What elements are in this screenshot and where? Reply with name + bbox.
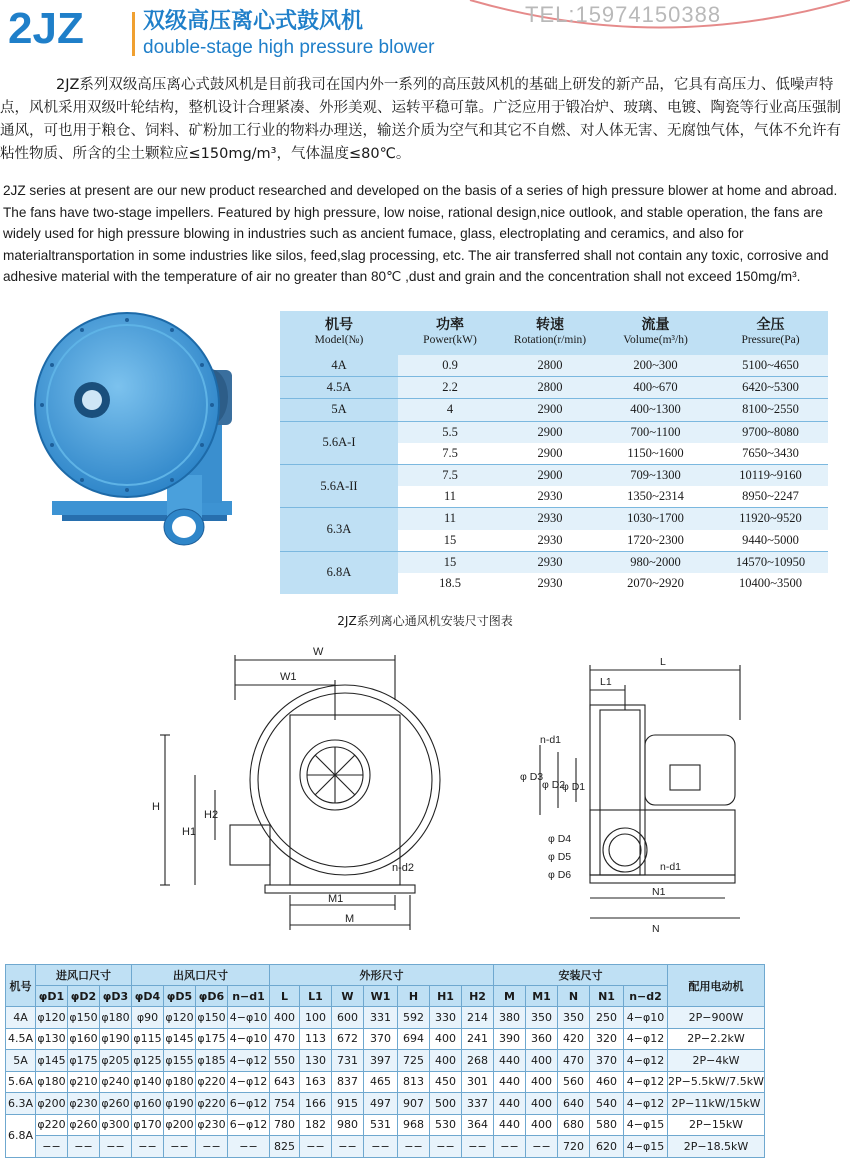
- dim-model-cell: 6.3A: [6, 1093, 36, 1115]
- dim-value-cell: 500: [430, 1093, 462, 1115]
- rotation-cell: 2800: [502, 377, 598, 399]
- dim-value-cell: 440: [494, 1093, 526, 1115]
- dim-value-cell: 113: [300, 1028, 332, 1050]
- volume-cell: 400~670: [598, 377, 713, 399]
- dim-value-cell: 241: [462, 1028, 494, 1050]
- dim-subheader: φD2: [68, 986, 100, 1007]
- power-cell: 7.5: [442, 445, 458, 460]
- blower-product-image: [32, 305, 272, 550]
- dim-value-cell: 672: [332, 1028, 364, 1050]
- dim-value-cell: 350: [526, 1007, 558, 1029]
- dim-value-cell: 531: [364, 1114, 398, 1136]
- header-model: 机号 Model(№): [280, 311, 398, 355]
- dim-value-cell: −−: [398, 1136, 430, 1158]
- dim-value-cell: 907: [398, 1093, 430, 1115]
- dim-value-cell: φ170: [132, 1114, 164, 1136]
- dim-row: [6, 1050, 765, 1072]
- dim-value-cell: φ140: [132, 1071, 164, 1093]
- dim-value-cell: 4−φ12: [624, 1050, 668, 1072]
- volume-cell: 400~1300: [598, 399, 713, 421]
- dim-value-cell: 440: [494, 1071, 526, 1093]
- dim-label-m: M: [345, 913, 355, 925]
- power-cell: 18.5: [439, 575, 461, 590]
- dim-motor-cell: 2P−900W: [668, 1007, 765, 1029]
- dim-label-n: N: [652, 923, 660, 935]
- dim-subheader: W1: [364, 986, 398, 1007]
- pressure-cell: 5100~4650: [713, 355, 828, 377]
- dim-value-cell: −−: [364, 1136, 398, 1158]
- dim-value-cell: φ300: [100, 1114, 132, 1136]
- dim-value-cell: 725: [398, 1050, 430, 1072]
- dim-value-cell: 350: [558, 1007, 590, 1029]
- header-pressure: 全压 Pressure(Pa): [713, 311, 828, 355]
- pressure-cell: 11920~9520: [713, 508, 828, 530]
- dim-value-cell: φ160: [132, 1093, 164, 1115]
- dim-value-cell: 440: [494, 1050, 526, 1072]
- dim-value-cell: 4−φ15: [624, 1136, 668, 1158]
- dim-row: [6, 1114, 765, 1136]
- dim-value-cell: φ175: [68, 1050, 100, 1072]
- dim-value-cell: 331: [364, 1007, 398, 1029]
- pressure-cell: 10119~9160: [713, 464, 828, 486]
- power-cell: 11: [443, 489, 457, 504]
- dim-value-cell: 268: [462, 1050, 494, 1072]
- dim-value-cell: 4−φ15: [624, 1114, 668, 1136]
- dim-value-cell: −−: [300, 1136, 332, 1158]
- dim-value-cell: 400: [526, 1114, 558, 1136]
- dim-value-cell: φ150: [68, 1007, 100, 1029]
- pressure-cell: 7650~3430: [742, 445, 799, 460]
- dim-value-cell: 4−φ10: [228, 1007, 270, 1029]
- dim-subheader: N: [558, 986, 590, 1007]
- dim-value-cell: 4−φ12: [228, 1071, 270, 1093]
- dim-value-cell: 400: [526, 1071, 558, 1093]
- model-cell: 5A: [280, 399, 398, 421]
- dim-value-cell: −−: [526, 1136, 558, 1158]
- dim-subheader: φD1: [36, 986, 68, 1007]
- dim-label-d4: φ D4: [548, 833, 572, 845]
- dim-value-cell: 731: [332, 1050, 364, 1072]
- dim-value-cell: 163: [300, 1071, 332, 1093]
- dim-value-cell: −−: [430, 1136, 462, 1158]
- dim-motor-cell: 2P−15kW: [668, 1114, 765, 1136]
- dim-header-install: 安装尺寸: [494, 965, 668, 986]
- dim-subheader: φD4: [132, 986, 164, 1007]
- rotation-cell: 2900: [537, 445, 563, 460]
- dim-value-cell: φ160: [68, 1028, 100, 1050]
- dim-subheader: H2: [462, 986, 494, 1007]
- dim-value-cell: 301: [462, 1071, 494, 1093]
- dim-value-cell: −−: [164, 1136, 196, 1158]
- dim-subheader: M1: [526, 986, 558, 1007]
- model-code: 2JZ: [8, 4, 84, 53]
- dim-value-cell: 214: [462, 1007, 494, 1029]
- dim-value-cell: 4−φ10: [624, 1007, 668, 1029]
- dim-value-cell: 397: [364, 1050, 398, 1072]
- performance-table-header: [280, 311, 828, 355]
- dim-value-cell: 360: [526, 1028, 558, 1050]
- dim-value-cell: φ155: [164, 1050, 196, 1072]
- performance-row: [280, 508, 828, 530]
- pressure-cell: 8100~2550: [713, 399, 828, 421]
- volume-cell: 1030~1700: [598, 508, 713, 530]
- dim-value-cell: 390: [494, 1028, 526, 1050]
- dim-value-cell: φ90: [132, 1007, 164, 1029]
- dim-label-w: W: [313, 646, 324, 658]
- dim-value-cell: −−: [68, 1136, 100, 1158]
- dim-header-outlet: 出风口尺寸: [132, 965, 270, 986]
- dim-label-w1: W1: [280, 671, 297, 683]
- model-cell: 6.3A: [280, 508, 398, 551]
- dim-value-cell: 4−φ12: [624, 1071, 668, 1093]
- dim-motor-cell: 2P−18.5kW: [668, 1136, 765, 1158]
- dim-value-cell: φ200: [164, 1114, 196, 1136]
- dim-value-cell: 100: [300, 1007, 332, 1029]
- dim-value-cell: 6−φ12: [228, 1114, 270, 1136]
- dim-row: [6, 1007, 765, 1029]
- dim-value-cell: 460: [590, 1071, 624, 1093]
- dim-value-cell: 320: [590, 1028, 624, 1050]
- dim-value-cell: φ180: [36, 1071, 68, 1093]
- dim-value-cell: 400: [526, 1093, 558, 1115]
- pressure-cell: 8950~2247: [742, 489, 799, 504]
- dim-value-cell: 813: [398, 1071, 430, 1093]
- dim-value-cell: φ220: [36, 1114, 68, 1136]
- power-cell: 15: [443, 532, 457, 547]
- dim-value-cell: 968: [398, 1114, 430, 1136]
- dim-label-l: L: [660, 656, 666, 668]
- dim-motor-cell: 2P−5.5kW/7.5kW: [668, 1071, 765, 1093]
- dim-value-cell: 694: [398, 1028, 430, 1050]
- dim-value-cell: −−: [462, 1136, 494, 1158]
- performance-row: [280, 551, 828, 573]
- dim-value-cell: 4−φ10: [228, 1028, 270, 1050]
- dim-value-cell: φ145: [36, 1050, 68, 1072]
- dim-value-cell: 400: [526, 1050, 558, 1072]
- dim-label-d5: φ D5: [548, 851, 572, 863]
- dim-value-cell: 400: [430, 1028, 462, 1050]
- volume-cell: 200~300: [598, 355, 713, 377]
- header-arc-decoration: [0, 0, 850, 40]
- dim-value-cell: φ260: [100, 1093, 132, 1115]
- dim-value-cell: φ260: [68, 1114, 100, 1136]
- dim-value-cell: φ150: [196, 1007, 228, 1029]
- dim-value-cell: 330: [430, 1007, 462, 1029]
- dim-motor-cell: 2P−2.2kW: [668, 1028, 765, 1050]
- performance-row: [280, 464, 828, 486]
- header-volume: 流量 Volume(m³/h): [598, 311, 713, 355]
- dim-value-cell: 680: [558, 1114, 590, 1136]
- dim-value-cell: 364: [462, 1114, 494, 1136]
- dim-value-cell: φ145: [164, 1028, 196, 1050]
- rotation-cell: 2900: [502, 399, 598, 421]
- dim-value-cell: φ130: [36, 1028, 68, 1050]
- dim-value-cell: 470: [270, 1028, 300, 1050]
- dim-value-cell: 720: [558, 1136, 590, 1158]
- dim-value-cell: φ185: [196, 1050, 228, 1072]
- dim-value-cell: 560: [558, 1071, 590, 1093]
- performance-row: [280, 355, 828, 377]
- dim-value-cell: 620: [590, 1136, 624, 1158]
- dim-value-cell: φ115: [132, 1028, 164, 1050]
- dim-value-cell: 182: [300, 1114, 332, 1136]
- drawing-title: 2JZ系列离心通风机安装尺寸图表: [337, 614, 513, 628]
- dim-subheader: W: [332, 986, 364, 1007]
- dim-model-cell: 4.5A: [6, 1028, 36, 1050]
- power-cell: 11: [398, 508, 502, 530]
- dim-label-h: H: [152, 801, 160, 813]
- power-cell: 15: [398, 551, 502, 573]
- dim-subheader: n−d2: [624, 986, 668, 1007]
- dim-value-cell: 465: [364, 1071, 398, 1093]
- dim-value-cell: 380: [494, 1007, 526, 1029]
- rotation-cell: 2900: [502, 464, 598, 486]
- power-cell: 7.5: [398, 464, 502, 486]
- dim-header-motor: 配用电动机: [668, 965, 765, 1007]
- dim-header-model: 机号: [6, 965, 36, 1007]
- dim-value-cell: φ180: [164, 1071, 196, 1093]
- dim-model-cell: 4A: [6, 1007, 36, 1029]
- dim-value-cell: 580: [590, 1114, 624, 1136]
- model-cell: 5.6A-I: [280, 421, 398, 464]
- dim-value-cell: 370: [364, 1028, 398, 1050]
- power-cell: 4: [398, 399, 502, 421]
- description-en: 2JZ series at present are our new product researched and developed on the basis of a series of high pressure blower at home and abroad. The fans have two-stage impellers. Featured by high pressure, low noise, rational design,nice outlook, and stable operation, the fans are widely used for high pressure blowing in industries such as ancient fumace, glass, electroplating and ceramics, and also for materialtransportation in some industries like silos, feed,slag processing, etc. The air transferred shall not contain any toxic, corrosive and adhesive material with the temperature of air no greater than 80℃ ,dust and grain and the concentration shall not exceed 150mg/m³.: [3, 183, 838, 284]
- dim-subheader: M: [494, 986, 526, 1007]
- dim-value-cell: φ180: [100, 1007, 132, 1029]
- dim-value-cell: 754: [270, 1093, 300, 1115]
- dim-row: [6, 1136, 765, 1158]
- dim-value-cell: φ220: [196, 1071, 228, 1093]
- dim-value-cell: 540: [590, 1093, 624, 1115]
- dim-value-cell: φ230: [196, 1114, 228, 1136]
- dim-value-cell: φ220: [196, 1093, 228, 1115]
- dim-subheader: φD3: [100, 986, 132, 1007]
- rotation-cell: 2900: [502, 421, 598, 443]
- dim-row: [6, 1071, 765, 1093]
- rotation-cell: 2930: [537, 532, 563, 547]
- dim-value-cell: −−: [196, 1136, 228, 1158]
- performance-row: [280, 421, 828, 443]
- volume-cell: 2070~2920: [627, 575, 684, 590]
- dim-value-cell: 337: [462, 1093, 494, 1115]
- dim-value-cell: −−: [494, 1136, 526, 1158]
- volume-cell: 980~2000: [598, 551, 713, 573]
- dim-value-cell: 470: [558, 1050, 590, 1072]
- rotation-cell: 2800: [502, 355, 598, 377]
- volume-cell: 709~1300: [598, 464, 713, 486]
- dim-value-cell: 530: [430, 1114, 462, 1136]
- dim-value-cell: φ125: [132, 1050, 164, 1072]
- volume-cell: 1720~2300: [627, 532, 684, 547]
- dim-value-cell: 130: [300, 1050, 332, 1072]
- model-cell: 5.6A-II: [280, 464, 398, 507]
- dim-model-cell: 5A: [6, 1050, 36, 1072]
- dim-value-cell: 600: [332, 1007, 364, 1029]
- dim-value-cell: 250: [590, 1007, 624, 1029]
- dim-value-cell: −−: [100, 1136, 132, 1158]
- model-cell: 4A: [280, 355, 398, 377]
- dim-value-cell: φ190: [164, 1093, 196, 1115]
- dim-value-cell: φ190: [100, 1028, 132, 1050]
- dim-subheader: n−d1: [228, 986, 270, 1007]
- model-cell: 4.5A: [280, 377, 398, 399]
- dim-label-h2: H2: [204, 809, 219, 821]
- dim-value-cell: 440: [494, 1114, 526, 1136]
- dim-value-cell: φ200: [36, 1093, 68, 1115]
- dim-value-cell: 643: [270, 1071, 300, 1093]
- pressure-cell: 6420~5300: [713, 377, 828, 399]
- power-cell: 5.5: [398, 421, 502, 443]
- dim-value-cell: 497: [364, 1093, 398, 1115]
- pressure-cell: 9700~8080: [713, 421, 828, 443]
- performance-row: [280, 377, 828, 399]
- dim-value-cell: 400: [430, 1050, 462, 1072]
- dim-value-cell: 166: [300, 1093, 332, 1115]
- dim-value-cell: 837: [332, 1071, 364, 1093]
- dim-subheader: L1: [300, 986, 332, 1007]
- dim-model-cell: 6.8A: [6, 1114, 36, 1157]
- dim-value-cell: 915: [332, 1093, 364, 1115]
- dim-label-nd1-base: n-d1: [660, 861, 682, 873]
- dim-value-cell: φ120: [164, 1007, 196, 1029]
- dim-value-cell: −−: [132, 1136, 164, 1158]
- dim-header-outline: 外形尺寸: [270, 965, 494, 986]
- power-cell: 2.2: [398, 377, 502, 399]
- dim-value-cell: 6−φ12: [228, 1093, 270, 1115]
- side-view-drawing: [490, 640, 850, 940]
- dim-subheader-row: [6, 986, 765, 1007]
- title-divider: [132, 12, 135, 56]
- rotation-cell: 2930: [502, 508, 598, 530]
- rotation-cell: 2930: [537, 489, 563, 504]
- dim-subheader: φD5: [164, 986, 196, 1007]
- dim-motor-cell: 2P−11kW/15kW: [668, 1093, 765, 1115]
- dim-value-cell: 640: [558, 1093, 590, 1115]
- product-title-en: double-stage high pressure blower: [143, 37, 435, 58]
- dim-value-cell: φ205: [100, 1050, 132, 1072]
- dim-value-cell: φ175: [196, 1028, 228, 1050]
- dim-motor-cell: 2P−4kW: [668, 1050, 765, 1072]
- dim-value-cell: 400: [270, 1007, 300, 1029]
- volume-cell: 1150~1600: [627, 445, 684, 460]
- dim-subheader: N1: [590, 986, 624, 1007]
- dim-value-cell: 550: [270, 1050, 300, 1072]
- pressure-cell: 10400~3500: [738, 575, 802, 590]
- performance-table: [280, 311, 828, 594]
- dim-value-cell: 4−φ12: [624, 1028, 668, 1050]
- dim-model-cell: 5.6A: [6, 1071, 36, 1093]
- dim-value-cell: 780: [270, 1114, 300, 1136]
- dim-row: [6, 1093, 765, 1115]
- rotation-cell: 2930: [537, 575, 563, 590]
- header-power: 功率 Power(kW): [398, 311, 502, 355]
- description-cn: 2JZ系列双级高压离心式鼓风机是目前我司在国内外一系列的高压鼓风机的基础上研发的新产品，它具有高压力、低噪声特点，风机采用双级叶轮结构，整机设计合理紧凑、外形美观、运转平稳可靠。广泛应用于锻冶炉、玻璃、电镀、陶瓷等行业高压强制通风，可也用于粮仓、饲料、矿粉加工行业的物料办理送，输送介质为空气和其它不自燃、对人体无害、无腐蚀气体，气体不允许有粘性物质、所含的尘土颗粒应≤150mg/m³，气体温度≤80℃。: [0, 77, 841, 162]
- dim-label-l1: L1: [600, 676, 612, 688]
- dim-value-cell: 592: [398, 1007, 430, 1029]
- dim-row: [6, 1028, 765, 1050]
- dim-value-cell: 4−φ12: [228, 1050, 270, 1072]
- dim-label-d1: φ D1: [562, 781, 586, 793]
- power-cell: 0.9: [398, 355, 502, 377]
- dim-value-cell: φ210: [68, 1071, 100, 1093]
- dim-value-cell: φ240: [100, 1071, 132, 1093]
- volume-cell: 700~1100: [598, 421, 713, 443]
- model-cell: 6.8A: [280, 551, 398, 594]
- dim-label-d2: φ D2: [542, 779, 566, 791]
- dim-label-h1: H1: [182, 826, 197, 838]
- rotation-cell: 2930: [502, 551, 598, 573]
- dim-value-cell: 825: [270, 1136, 300, 1158]
- performance-row: [280, 399, 828, 421]
- contact-phone: TEL:15974150388: [525, 2, 722, 27]
- dim-value-cell: 420: [558, 1028, 590, 1050]
- dimension-table: [5, 964, 765, 1158]
- dim-header-inlet: 进风口尺寸: [36, 965, 132, 986]
- dim-value-cell: 370: [590, 1050, 624, 1072]
- volume-cell: 1350~2314: [627, 489, 684, 504]
- dim-subheader: L: [270, 986, 300, 1007]
- dim-label-d6: φ D6: [548, 869, 572, 881]
- dim-label-m1: M1: [328, 893, 344, 905]
- dim-value-cell: 450: [430, 1071, 462, 1093]
- dim-value-cell: −−: [36, 1136, 68, 1158]
- dim-value-cell: −−: [332, 1136, 364, 1158]
- pressure-cell: 14570~10950: [713, 551, 828, 573]
- dim-value-cell: 980: [332, 1114, 364, 1136]
- product-title-cn: 双级高压离心式鼓风机: [143, 9, 364, 34]
- pressure-cell: 9440~5000: [742, 532, 799, 547]
- dim-value-cell: φ120: [36, 1007, 68, 1029]
- dim-value-cell: 4−φ12: [624, 1093, 668, 1115]
- dim-label-nd2: n-d2: [392, 862, 415, 874]
- dim-label-d3: φ D3: [520, 771, 544, 783]
- header-rotation: 转速 Rotation(r/min): [502, 311, 598, 355]
- dim-subheader: φD6: [196, 986, 228, 1007]
- dim-value-cell: −−: [228, 1136, 270, 1158]
- dim-subheader: H: [398, 986, 430, 1007]
- dim-subheader: H1: [430, 986, 462, 1007]
- dim-label-n1: N1: [652, 886, 666, 898]
- dim-label-nd1: n-d1: [540, 734, 562, 746]
- dim-value-cell: φ230: [68, 1093, 100, 1115]
